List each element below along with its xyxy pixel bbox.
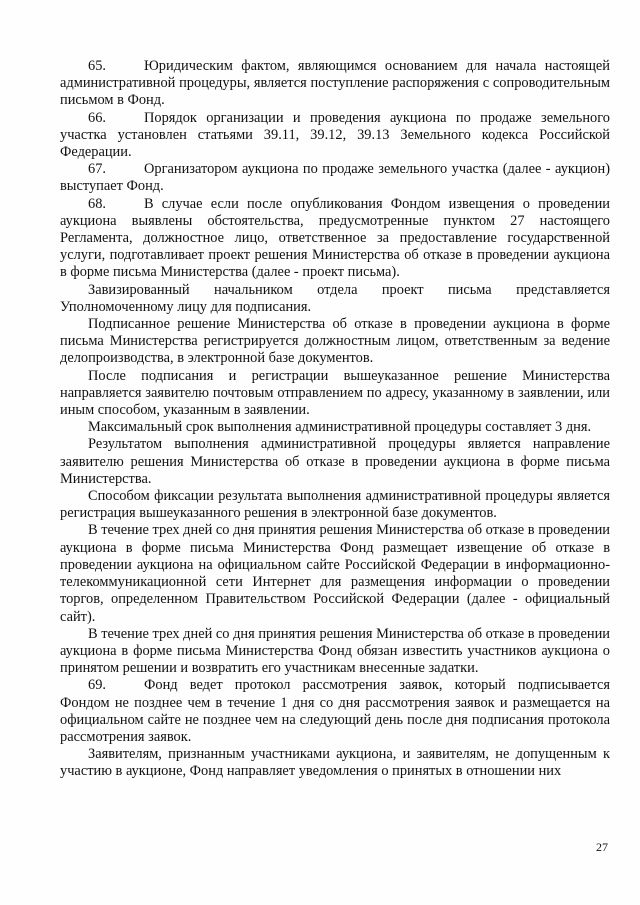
- paragraph-text-block: [60, 746, 610, 780]
- paragraph-text-block: [60, 436, 610, 488]
- paragraph-text: Фонд ведет протокол рассмотрения заявок, который подписывается Фондом не позднее чем в течение 1 дня со дня рассмотрения заявок и размещается на официальном сайте не позднее чем на следующий день после дня подписания протокола рассмотрения заявок.: [60, 677, 610, 745]
- paragraph-text: После подписания и регистрации вышеуказанное решение Министерства направляется заявителю почтовым отправлением по адресу, указанному в заявлении, или иным способом, указанным в заявлении.: [60, 367, 610, 419]
- paragraph-text-block: [60, 419, 610, 436]
- page-number: 27: [596, 840, 608, 854]
- paragraph-68: [60, 196, 610, 282]
- paragraph-text: Заявителям, признанным участниками аукциона, и заявителям, не допущенным к участию в аукционе, Фонд направляет уведомления о принятых в отношении них: [60, 746, 610, 780]
- paragraph-66: [60, 110, 610, 162]
- paragraph-text-block: [60, 522, 610, 625]
- paragraph-text: В случае если после опубликования Фондом извещения о проведении аукциона выявлены обстоятельства, предусмотренные пунктом 27 настоящего Регламента, должностное лицо, ответственное за предоставление государственной услуги, подготавливает проект решения Министерства об отказе в проведении аукциона в форме письма Министерства (далее - проект письма).: [60, 195, 610, 281]
- paragraph-text: В течение трех дней со дня принятия решения Министерства об отказе в проведении аукциона в форме письма Министерства Фонд размещает извещение об отказе в проведении аукциона на официальном сайте Российской Федерации в информационно-телекоммуникационной сети Интернет для размещения информации о проведении торгов, определенном Правительством Российской Федерации (далее - официальный сайт).: [60, 522, 610, 625]
- paragraph-number: 66.: [88, 109, 106, 126]
- paragraph-text: Подписанное решение Министерства об отказе в проведении аукциона в форме письма Министерства регистрируется должностным лицом, ответственным за ведение делопроизводства, в электронной базе документов.: [60, 316, 610, 367]
- paragraph-text: В течение трех дней со дня принятия решения Министерства об отказе в проведении аукциона в форме письма Министерства Фонд обязан известить участников аукциона о принятом решении и возвратить его участникам внесенные задатки.: [60, 625, 610, 677]
- paragraph-text: Способом фиксации результата выполнения административной процедуры является регистрация вышеуказанного решения в электронной базе документов.: [60, 488, 610, 522]
- paragraph-69: [60, 677, 610, 746]
- paragraph-text: Порядок организации и проведения аукциона по продаже земельного участка установлен статьями 39.11, 39.12, 39.13 Земельного кодекса Российской Федерации.: [60, 109, 610, 161]
- paragraph-number: 68.: [88, 195, 106, 212]
- paragraph-text: Завизированный начальником отдела проект письма представляется Уполномоченному лицу для подписания.: [60, 281, 610, 315]
- paragraph-number: 67.: [88, 161, 106, 178]
- paragraph-67: [60, 161, 610, 195]
- paragraph-65: [60, 58, 610, 110]
- document-body: [60, 58, 610, 781]
- paragraph-text: Юридическим фактом, являющимся основанием для начала настоящей административной процедуры, является поступление распоряжения с сопроводительным письмом в Фонд.: [60, 58, 610, 109]
- paragraph-text-block: [60, 488, 610, 522]
- paragraph-text: Организатором аукциона по продаже земельного участка (далее - аукцион) выступает Фонд.: [60, 161, 610, 195]
- paragraph-text: Результатом выполнения административной процедуры является направление заявителю решения Министерства об отказе в проведении аукциона в форме письма Министерства.: [60, 436, 610, 487]
- paragraph-text-block: [60, 626, 610, 678]
- paragraph-text-block: [60, 368, 610, 420]
- paragraph-text-block: [60, 282, 610, 316]
- paragraph-text-block: [60, 316, 610, 368]
- paragraph-number: 65.: [88, 58, 106, 74]
- paragraph-text: Максимальный срок выполнения административной процедуры составляет 3 дня.: [88, 419, 592, 436]
- paragraph-number: 69.: [88, 677, 106, 694]
